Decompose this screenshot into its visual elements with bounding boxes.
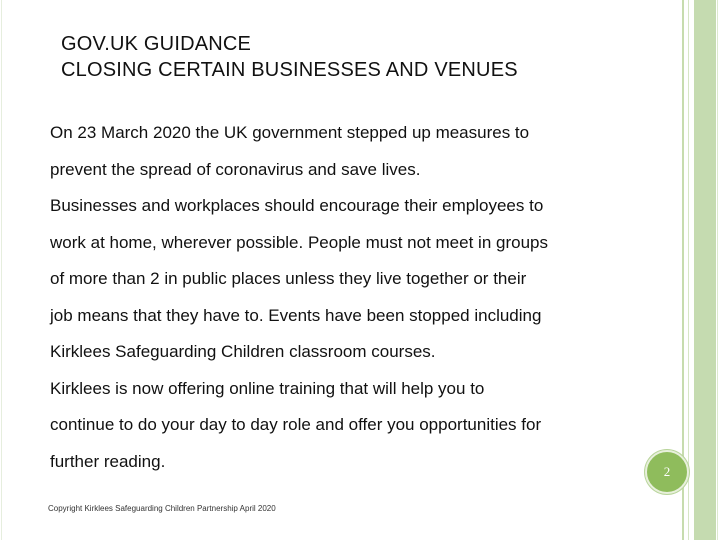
decorative-stripes <box>680 0 720 540</box>
body-line: On 23 March 2020 the UK government stepped up measures to <box>50 123 530 142</box>
page-number-badge <box>645 450 689 494</box>
body-line: prevent the spread of coronavirus and save lives. <box>50 159 421 179</box>
copyright-footer: Copyright Kirklees Safeguarding Children Partnership April 2020 <box>48 504 276 513</box>
stripe <box>688 0 689 540</box>
page-number: 2 <box>663 464 671 479</box>
title-line-1: GOV.UK GUIDANCE <box>61 33 252 55</box>
body-line: Kirklees is now offering online training that will help you to <box>50 378 485 398</box>
left-border-line <box>1 0 2 540</box>
body-line: Businesses and workplaces should encourage their employees to <box>50 196 544 215</box>
slide-body <box>50 115 650 480</box>
body-line: further reading. <box>50 451 166 471</box>
body-line: continue to do your day to day role and offer you opportunities for <box>50 415 542 434</box>
stripe <box>717 0 718 540</box>
body-line: job means that they have to. Events have been stopped including <box>50 305 542 325</box>
stripe <box>694 0 716 540</box>
body-line: work at home, wherever possible. People must not meet in groups <box>50 232 548 252</box>
body-line: of more than 2 in public places unless they live together or their <box>50 269 527 288</box>
body-line: Kirklees Safeguarding Children classroom courses. <box>50 342 436 361</box>
title-line-2: CLOSING CERTAIN BUSINESSES AND VENUES <box>61 59 518 81</box>
slide-title <box>61 31 661 83</box>
